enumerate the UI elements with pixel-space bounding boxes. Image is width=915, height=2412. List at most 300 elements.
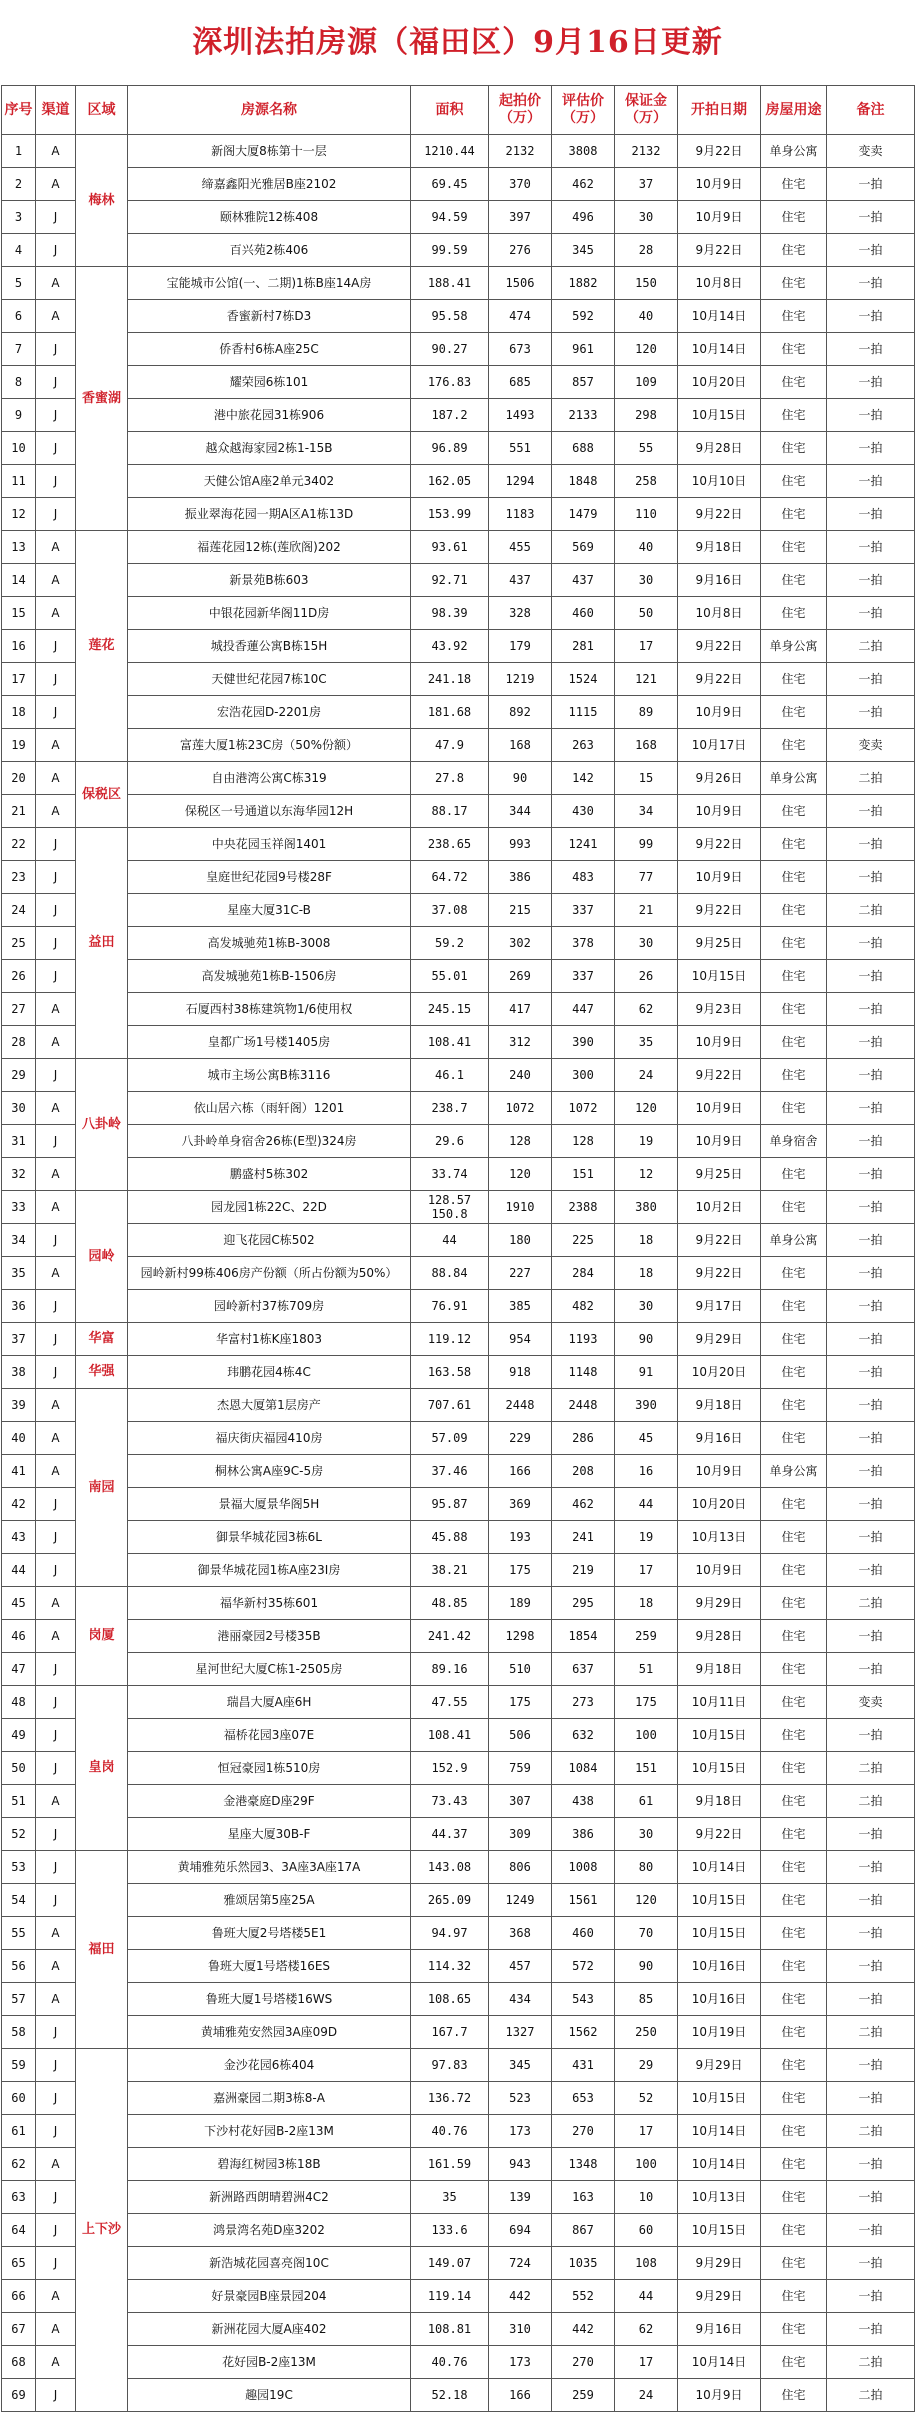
cell-deposit: 24	[615, 1059, 678, 1092]
cell-eval-price: 208	[552, 1455, 615, 1488]
cell-eval-price: 592	[552, 300, 615, 333]
table-row	[2, 1752, 915, 1785]
cell-channel: J	[36, 696, 76, 729]
cell-deposit: 21	[615, 894, 678, 927]
cell-channel: A	[36, 1587, 76, 1620]
table-row	[2, 1521, 915, 1554]
cell-eval-price: 241	[552, 1521, 615, 1554]
cell-use: 单身公寓	[761, 630, 827, 663]
cell-seq: 9	[2, 399, 36, 432]
cell-name: 鲁班大厦2号塔楼5E1	[128, 1917, 411, 1950]
cell-deposit: 40	[615, 300, 678, 333]
cell-eval-price: 442	[552, 2313, 615, 2346]
cell-deposit: 52	[615, 2082, 678, 2115]
cell-use: 住宅	[761, 1719, 827, 1752]
cell-name: 港中旅花园31栋906	[128, 399, 411, 432]
cell-note: 一拍	[827, 432, 915, 465]
cell-area: 莲花	[76, 531, 128, 762]
table-row	[2, 2049, 915, 2082]
table-row	[2, 531, 915, 564]
cell-seq: 63	[2, 2181, 36, 2214]
cell-size: 69.45	[411, 168, 489, 201]
cell-use: 住宅	[761, 1521, 827, 1554]
cell-size: 153.99	[411, 498, 489, 531]
table-row	[2, 1389, 915, 1422]
cell-size: 33.74	[411, 1158, 489, 1191]
cell-note: 一拍	[827, 2247, 915, 2280]
cell-deposit: 150	[615, 267, 678, 300]
cell-deposit: 90	[615, 1323, 678, 1356]
cell-start-price: 442	[489, 2280, 552, 2313]
table-row	[2, 1290, 915, 1323]
cell-seq: 18	[2, 696, 36, 729]
cell-eval-price: 637	[552, 1653, 615, 1686]
cell-note: 一拍	[827, 1158, 915, 1191]
cell-start-price: 328	[489, 597, 552, 630]
cell-start-price: 1298	[489, 1620, 552, 1653]
cell-use: 住宅	[761, 1884, 827, 1917]
cell-channel: A	[36, 2148, 76, 2181]
table-row	[2, 399, 915, 432]
cell-channel: A	[36, 1620, 76, 1653]
cell-size: 181.68	[411, 696, 489, 729]
cell-channel: J	[36, 927, 76, 960]
cell-size: 238.65	[411, 828, 489, 861]
cell-deposit: 30	[615, 1818, 678, 1851]
cell-size: 241.18	[411, 663, 489, 696]
cell-deposit: 85	[615, 1983, 678, 2016]
cell-seq: 61	[2, 2115, 36, 2148]
cell-channel: J	[36, 2247, 76, 2280]
cell-start-price: 386	[489, 861, 552, 894]
cell-note: 一拍	[827, 2049, 915, 2082]
cell-area: 香蜜湖	[76, 267, 128, 531]
table-row	[2, 1818, 915, 1851]
cell-use: 单身公寓	[761, 135, 827, 168]
table-row	[2, 1092, 915, 1125]
table-row	[2, 1158, 915, 1191]
cell-note: 一拍	[827, 1059, 915, 1092]
cell-size: 43.92	[411, 630, 489, 663]
cell-eval-price: 462	[552, 168, 615, 201]
cell-eval-price: 496	[552, 201, 615, 234]
cell-note: 一拍	[827, 531, 915, 564]
cell-date: 9月18日	[678, 1785, 761, 1818]
cell-deposit: 120	[615, 1884, 678, 1917]
cell-date: 10月9日	[678, 201, 761, 234]
cell-note: 一拍	[827, 993, 915, 1026]
cell-date: 10月14日	[678, 333, 761, 366]
cell-name: 新洲花园大厦A座402	[128, 2313, 411, 2346]
cell-name: 天健世纪花园7栋10C	[128, 663, 411, 696]
cell-use: 住宅	[761, 2181, 827, 2214]
cell-seq: 30	[2, 1092, 36, 1125]
cell-seq: 24	[2, 894, 36, 927]
cell-channel: J	[36, 1653, 76, 1686]
cell-eval-price: 281	[552, 630, 615, 663]
table-row	[2, 927, 915, 960]
cell-deposit: 99	[615, 828, 678, 861]
table-row	[2, 993, 915, 1026]
cell-eval-price: 2448	[552, 1389, 615, 1422]
cell-name: 新浩城花园喜亮阁10C	[128, 2247, 411, 2280]
cell-note: 二拍	[827, 2379, 915, 2412]
cell-note: 二拍	[827, 1785, 915, 1818]
cell-seq: 38	[2, 1356, 36, 1389]
cell-note: 一拍	[827, 1257, 915, 1290]
cell-date: 9月29日	[678, 1323, 761, 1356]
cell-channel: A	[36, 2313, 76, 2346]
cell-start-price: 269	[489, 960, 552, 993]
cell-size: 92.71	[411, 564, 489, 597]
cell-use: 住宅	[761, 1818, 827, 1851]
cell-name: 好景豪园B座景园204	[128, 2280, 411, 2313]
cell-name: 鹏盛村5栋302	[128, 1158, 411, 1191]
cell-area: 八卦岭	[76, 1059, 128, 1191]
cell-name: 城市主场公寓B栋3116	[128, 1059, 411, 1092]
table-row	[2, 1719, 915, 1752]
cell-eval-price: 1241	[552, 828, 615, 861]
table-row	[2, 2082, 915, 2115]
cell-date: 10月15日	[678, 1719, 761, 1752]
table-row	[2, 1059, 915, 1092]
cell-date: 10月20日	[678, 1356, 761, 1389]
cell-channel: J	[36, 399, 76, 432]
cell-date: 9月29日	[678, 2247, 761, 2280]
cell-area: 岗厦	[76, 1587, 128, 1686]
cell-note: 一拍	[827, 1983, 915, 2016]
cell-deposit: 77	[615, 861, 678, 894]
cell-use: 住宅	[761, 2016, 827, 2049]
cell-deposit: 40	[615, 531, 678, 564]
cell-size: 119.14	[411, 2280, 489, 2313]
cell-note: 一拍	[827, 168, 915, 201]
table-row	[2, 1455, 915, 1488]
cell-deposit: 2132	[615, 135, 678, 168]
table-row	[2, 1950, 915, 1983]
cell-seq: 1	[2, 135, 36, 168]
cell-date: 10月9日	[678, 2379, 761, 2412]
cell-deposit: 30	[615, 201, 678, 234]
cell-area: 上下沙	[76, 2049, 128, 2412]
cell-start-price: 166	[489, 1455, 552, 1488]
header-area: 区域	[76, 86, 128, 135]
cell-deposit: 175	[615, 1686, 678, 1719]
cell-channel: J	[36, 201, 76, 234]
cell-date: 10月16日	[678, 1983, 761, 2016]
cell-area: 梅林	[76, 135, 128, 267]
cell-use: 住宅	[761, 1917, 827, 1950]
cell-channel: J	[36, 1059, 76, 1092]
cell-eval-price: 462	[552, 1488, 615, 1521]
cell-size: 98.39	[411, 597, 489, 630]
table-row	[2, 828, 915, 861]
cell-name: 迎飞花园C栋502	[128, 1224, 411, 1257]
cell-channel: J	[36, 630, 76, 663]
table-row	[2, 1257, 915, 1290]
cell-seq: 28	[2, 1026, 36, 1059]
cell-channel: J	[36, 960, 76, 993]
cell-date: 10月9日	[678, 861, 761, 894]
cell-seq: 36	[2, 1290, 36, 1323]
cell-seq: 34	[2, 1224, 36, 1257]
cell-seq: 53	[2, 1851, 36, 1884]
cell-start-price: 307	[489, 1785, 552, 1818]
cell-start-price: 506	[489, 1719, 552, 1752]
cell-size: 188.41	[411, 267, 489, 300]
cell-channel: J	[36, 1818, 76, 1851]
cell-channel: J	[36, 2049, 76, 2082]
cell-area: 保税区	[76, 762, 128, 828]
cell-start-price: 240	[489, 1059, 552, 1092]
cell-note: 变卖	[827, 729, 915, 762]
cell-start-price: 120	[489, 1158, 552, 1191]
cell-start-price: 227	[489, 1257, 552, 1290]
cell-seq: 58	[2, 2016, 36, 2049]
cell-deposit: 17	[615, 2346, 678, 2379]
cell-size: 27.8	[411, 762, 489, 795]
cell-channel: J	[36, 1884, 76, 1917]
cell-note: 一拍	[827, 1389, 915, 1422]
table-row	[2, 729, 915, 762]
cell-name: 缔嘉鑫阳光雅居B座2102	[128, 168, 411, 201]
cell-channel: A	[36, 1026, 76, 1059]
cell-area: 益田	[76, 828, 128, 1059]
table-body	[2, 135, 915, 2412]
cell-size: 37.08	[411, 894, 489, 927]
cell-seq: 22	[2, 828, 36, 861]
header-deposit: 保证金（万）	[615, 86, 678, 135]
cell-eval-price: 653	[552, 2082, 615, 2115]
cell-eval-price: 1072	[552, 1092, 615, 1125]
cell-deposit: 19	[615, 1125, 678, 1158]
cell-use: 单身宿舍	[761, 1125, 827, 1158]
cell-channel: J	[36, 1686, 76, 1719]
table-row	[2, 432, 915, 465]
cell-deposit: 15	[615, 762, 678, 795]
cell-deposit: 390	[615, 1389, 678, 1422]
cell-use: 住宅	[761, 1026, 827, 1059]
cell-date: 10月9日	[678, 1125, 761, 1158]
cell-use: 单身公寓	[761, 1224, 827, 1257]
cell-use: 住宅	[761, 1059, 827, 1092]
cell-channel: J	[36, 1356, 76, 1389]
cell-date: 9月18日	[678, 1653, 761, 1686]
cell-use: 单身公寓	[761, 762, 827, 795]
cell-start-price: 385	[489, 1290, 552, 1323]
cell-deposit: 258	[615, 465, 678, 498]
cell-date: 10月15日	[678, 1917, 761, 1950]
cell-eval-price: 572	[552, 1950, 615, 1983]
cell-seq: 40	[2, 1422, 36, 1455]
cell-use: 住宅	[761, 1488, 827, 1521]
cell-note: 一拍	[827, 1422, 915, 1455]
cell-eval-price: 482	[552, 1290, 615, 1323]
header-seq: 序号	[2, 86, 36, 135]
cell-size: 47.9	[411, 729, 489, 762]
cell-name: 星座大厦31C-B	[128, 894, 411, 927]
header-eval-price: 评估价（万）	[552, 86, 615, 135]
cell-eval-price: 552	[552, 2280, 615, 2313]
cell-eval-price: 1115	[552, 696, 615, 729]
cell-deposit: 121	[615, 663, 678, 696]
cell-deposit: 109	[615, 366, 678, 399]
cell-name: 黄埔雅苑乐然园3、3A座3A座17A	[128, 1851, 411, 1884]
cell-deposit: 151	[615, 1752, 678, 1785]
cell-deposit: 37	[615, 168, 678, 201]
cell-size: 57.09	[411, 1422, 489, 1455]
cell-start-price: 175	[489, 1686, 552, 1719]
cell-channel: J	[36, 333, 76, 366]
cell-date: 9月22日	[678, 1818, 761, 1851]
cell-use: 住宅	[761, 927, 827, 960]
cell-note: 一拍	[827, 498, 915, 531]
cell-note: 一拍	[827, 1125, 915, 1158]
cell-eval-price: 447	[552, 993, 615, 1026]
cell-use: 住宅	[761, 1158, 827, 1191]
cell-seq: 31	[2, 1125, 36, 1158]
cell-eval-price: 1035	[552, 2247, 615, 2280]
cell-seq: 26	[2, 960, 36, 993]
cell-use: 住宅	[761, 1950, 827, 1983]
cell-use: 住宅	[761, 366, 827, 399]
table-row	[2, 597, 915, 630]
cell-date: 10月14日	[678, 2115, 761, 2148]
cell-date: 9月25日	[678, 927, 761, 960]
table-row	[2, 2280, 915, 2313]
cell-eval-price: 1479	[552, 498, 615, 531]
table-row	[2, 1653, 915, 1686]
cell-size: 94.59	[411, 201, 489, 234]
cell-deposit: 250	[615, 2016, 678, 2049]
header-use: 房屋用途	[761, 86, 827, 135]
cell-channel: J	[36, 1752, 76, 1785]
cell-use: 住宅	[761, 234, 827, 267]
cell-note: 一拍	[827, 1026, 915, 1059]
table-row	[2, 1422, 915, 1455]
cell-use: 住宅	[761, 828, 827, 861]
cell-date: 10月14日	[678, 1851, 761, 1884]
header-start-price: 起拍价（万）	[489, 86, 552, 135]
cell-seq: 35	[2, 1257, 36, 1290]
cell-channel: J	[36, 861, 76, 894]
cell-seq: 57	[2, 1983, 36, 2016]
cell-start-price: 1072	[489, 1092, 552, 1125]
cell-note: 一拍	[827, 1455, 915, 1488]
header-name: 房源名称	[128, 86, 411, 135]
cell-size: 1210.44	[411, 135, 489, 168]
cell-deposit: 61	[615, 1785, 678, 1818]
cell-start-price: 90	[489, 762, 552, 795]
cell-channel: A	[36, 729, 76, 762]
table-row	[2, 696, 915, 729]
cell-eval-price: 1008	[552, 1851, 615, 1884]
cell-name: 振业翠海花园一期A区A1栋13D	[128, 498, 411, 531]
header-size: 面积	[411, 86, 489, 135]
cell-deposit: 28	[615, 234, 678, 267]
cell-deposit: 100	[615, 2148, 678, 2181]
cell-channel: A	[36, 1785, 76, 1818]
cell-seq: 3	[2, 201, 36, 234]
cell-size: 38.21	[411, 1554, 489, 1587]
cell-seq: 54	[2, 1884, 36, 1917]
cell-date: 9月28日	[678, 432, 761, 465]
cell-seq: 6	[2, 300, 36, 333]
cell-channel: A	[36, 564, 76, 597]
cell-channel: A	[36, 597, 76, 630]
cell-name: 鸿景湾名苑D座3202	[128, 2214, 411, 2247]
table-row	[2, 1620, 915, 1653]
cell-start-price: 1249	[489, 1884, 552, 1917]
cell-name: 天健公馆A座2单元3402	[128, 465, 411, 498]
table-row	[2, 1983, 915, 2016]
cell-size: 73.43	[411, 1785, 489, 1818]
cell-channel: J	[36, 1125, 76, 1158]
table-row	[2, 2379, 915, 2412]
cell-note: 一拍	[827, 1917, 915, 1950]
cell-date: 9月22日	[678, 894, 761, 927]
cell-name: 高发城驰苑1栋B-1506房	[128, 960, 411, 993]
cell-date: 9月25日	[678, 1158, 761, 1191]
cell-start-price: 943	[489, 2148, 552, 2181]
cell-date: 10月9日	[678, 795, 761, 828]
cell-deposit: 80	[615, 1851, 678, 1884]
cell-start-price: 179	[489, 630, 552, 663]
cell-size: 44.37	[411, 1818, 489, 1851]
cell-eval-price: 688	[552, 432, 615, 465]
cell-seq: 7	[2, 333, 36, 366]
cell-size: 133.6	[411, 2214, 489, 2247]
table-row	[2, 1224, 915, 1257]
cell-area: 福田	[76, 1851, 128, 2049]
cell-use: 住宅	[761, 663, 827, 696]
cell-date: 9月26日	[678, 762, 761, 795]
cell-eval-price: 1193	[552, 1323, 615, 1356]
cell-eval-price: 1148	[552, 1356, 615, 1389]
cell-deposit: 30	[615, 564, 678, 597]
cell-eval-price: 263	[552, 729, 615, 762]
cell-start-price: 1910	[489, 1191, 552, 1224]
cell-channel: J	[36, 366, 76, 399]
cell-note: 一拍	[827, 1851, 915, 1884]
cell-deposit: 108	[615, 2247, 678, 2280]
cell-date: 10月9日	[678, 1092, 761, 1125]
cell-start-price: 673	[489, 333, 552, 366]
cell-seq: 62	[2, 2148, 36, 2181]
cell-date: 10月9日	[678, 1455, 761, 1488]
cell-name: 星河世纪大厦C栋1-2505房	[128, 1653, 411, 1686]
cell-name: 金港豪庭D座29F	[128, 1785, 411, 1818]
cell-eval-price: 286	[552, 1422, 615, 1455]
cell-eval-price: 1084	[552, 1752, 615, 1785]
cell-channel: J	[36, 2181, 76, 2214]
cell-size: 93.61	[411, 531, 489, 564]
cell-deposit: 100	[615, 1719, 678, 1752]
cell-name: 嘉洲豪园二期3栋8-A	[128, 2082, 411, 2115]
cell-deposit: 120	[615, 1092, 678, 1125]
cell-note: 一拍	[827, 2214, 915, 2247]
cell-seq: 65	[2, 2247, 36, 2280]
cell-seq: 5	[2, 267, 36, 300]
cell-note: 一拍	[827, 2280, 915, 2313]
cell-seq: 66	[2, 2280, 36, 2313]
cell-size: 76.91	[411, 1290, 489, 1323]
header-channel: 渠道	[36, 86, 76, 135]
cell-start-price: 417	[489, 993, 552, 1026]
cell-name: 园岭新村37栋709房	[128, 1290, 411, 1323]
cell-start-price: 310	[489, 2313, 552, 2346]
cell-deposit: 45	[615, 1422, 678, 1455]
